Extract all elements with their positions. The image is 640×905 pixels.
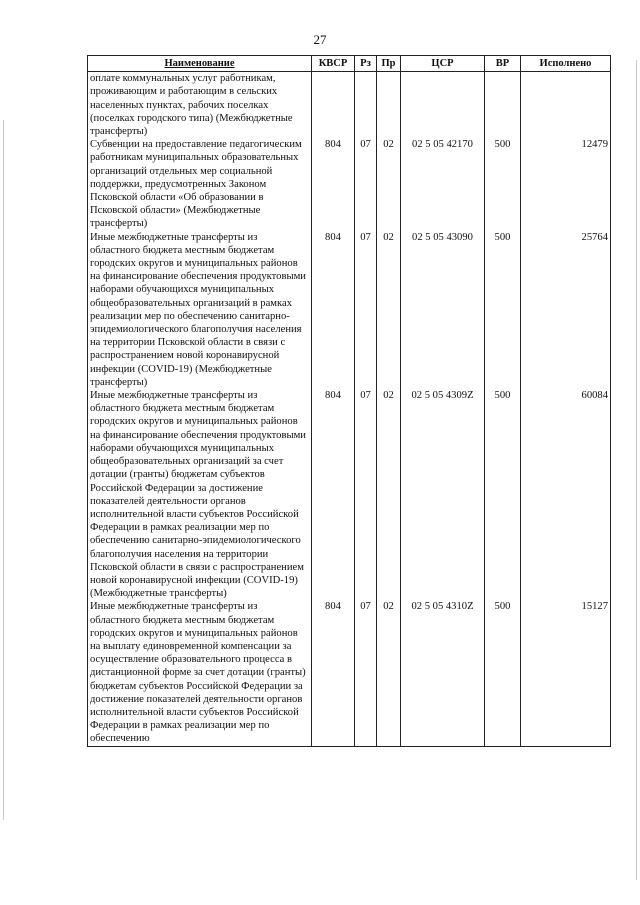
- row-csr: 02 5 05 4309Z: [401, 389, 485, 600]
- header-vr: ВР: [485, 56, 521, 72]
- table-row: [88, 72, 611, 139]
- row-amount: 12479: [521, 138, 611, 230]
- row-kvsr: 804: [312, 138, 355, 230]
- row-kvsr: 804: [312, 231, 355, 389]
- header-kvsr: КВСР: [312, 56, 355, 72]
- row-rz: 07: [355, 389, 377, 600]
- row-pr: 02: [377, 389, 401, 600]
- row-name: Субвенции на предоставление педагогическим работникам муниципальных образовательных организаций отдельных мер социальной поддержки, предусмотренных Законом Псковской области «Об образовании в Псковской области» (Межбюджетные трансферты): [88, 138, 312, 230]
- row-vr: 500: [485, 600, 521, 746]
- row-rz: 07: [355, 600, 377, 746]
- row-kvsr: 804: [312, 389, 355, 600]
- row-name: Иные межбюджетные трансферты из областного бюджета местным бюджетам городских округов и муниципальных районов на финансирование обеспечения продуктовыми наборами обучающихся муниципальных общеобразовательных организаций в рамках реализации мер по обеспечению санитарно-эпидемиологического благополучия населения на территории Псковской области в связи с распространением новой коронавирусной инфекции (COVID-19) (Межбюджетные трансферты): [88, 231, 312, 389]
- row-pr: 02: [377, 600, 401, 746]
- row-csr: 02 5 05 4310Z: [401, 600, 485, 746]
- scan-edge-mark: [3, 120, 4, 820]
- row-pr: [377, 72, 401, 139]
- row-csr: 02 5 05 43090: [401, 231, 485, 389]
- table-header-row: [88, 56, 611, 72]
- header-rz: Рз: [355, 56, 377, 72]
- row-pr: 02: [377, 231, 401, 389]
- header-csr: ЦСР: [401, 56, 485, 72]
- row-name: Иные межбюджетные трансферты из областного бюджета местным бюджетам городских округов и муниципальных районов на финансирование обеспечения продуктовыми наборами обучающихся муниципальных общеобразовательных организаций за счет дотации (гранты) бюджетам субъектов Российской Федерации за достижение показателей деятельности органов исполнительной власти субъектов Российской Федерации в рамках реализации мер по обеспечению санитарно-эпидемиологического благополучия населения на территории Псковской области в связи с распространением новой коронавирусной инфекции (COVID-19) (Межбюджетные трансферты): [88, 389, 312, 600]
- row-pr: 02: [377, 138, 401, 230]
- row-rz: 07: [355, 231, 377, 389]
- row-amount: 25764: [521, 231, 611, 389]
- row-kvsr: [312, 72, 355, 139]
- row-vr: 500: [485, 231, 521, 389]
- row-rz: 07: [355, 138, 377, 230]
- row-csr: [401, 72, 485, 139]
- row-amount: 60084: [521, 389, 611, 600]
- budget-table: [87, 55, 611, 747]
- row-vr: [485, 72, 521, 139]
- row-rz: [355, 72, 377, 139]
- row-amount: 15127: [521, 600, 611, 746]
- table-row: [88, 231, 611, 389]
- table-row: [88, 138, 611, 230]
- row-name: Иные межбюджетные трансферты из областного бюджета местным бюджетам городских округов и муниципальных районов на выплату единовременной компенсации за осуществление образовательного процесса в дистанционной форме за счет дотации (гранты) бюджетам субъектов Российской Федерации за достижение показателей деятельности органов исполнительной власти субъектов Российской Федерации в рамках реализации мер по обеспечению: [88, 600, 312, 746]
- row-kvsr: 804: [312, 600, 355, 746]
- header-pr: Пр: [377, 56, 401, 72]
- scan-edge-mark: [636, 60, 637, 880]
- row-vr: 500: [485, 138, 521, 230]
- table-row: [88, 389, 611, 600]
- row-csr: 02 5 05 42170: [401, 138, 485, 230]
- page-number: 27: [313, 32, 327, 47]
- header-amount: Исполнено: [521, 56, 611, 72]
- header-name: Наименование: [88, 56, 312, 72]
- row-amount: [521, 72, 611, 139]
- row-vr: 500: [485, 389, 521, 600]
- table-row: [88, 600, 611, 746]
- row-name: оплате коммунальных услуг работникам, проживающим и работающим в сельских населенных пунктах, рабочих поселках (поселках городского типа) (Межбюджетные трансферты): [88, 72, 312, 139]
